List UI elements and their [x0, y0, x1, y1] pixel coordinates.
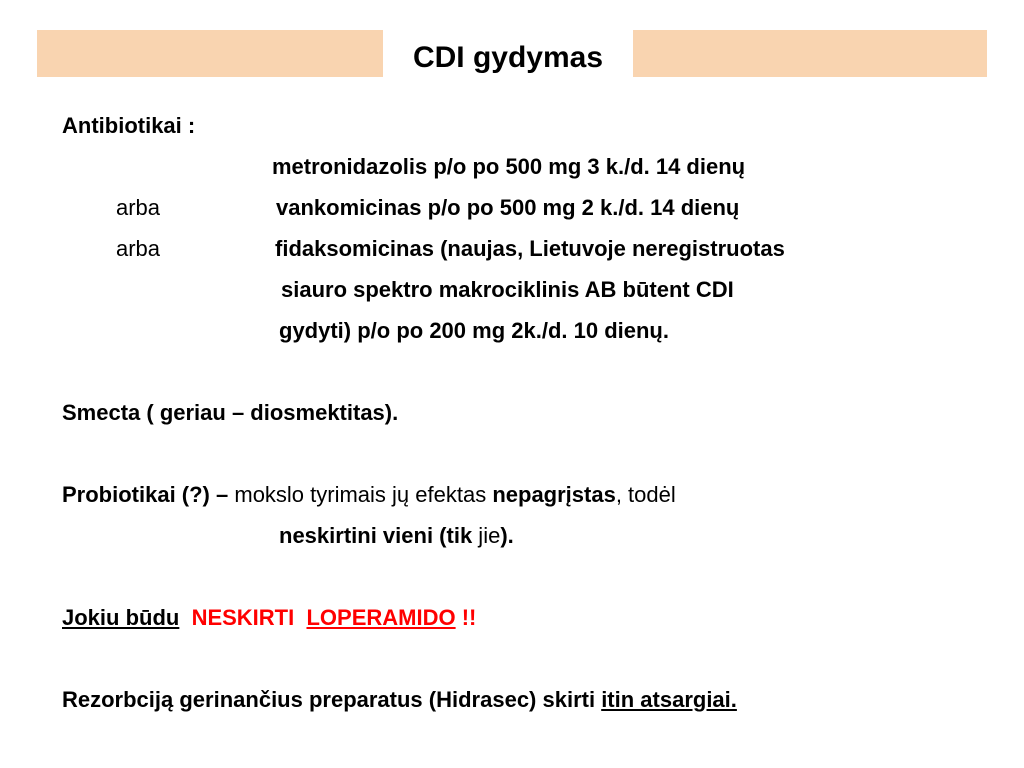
probiotics-line2-bold: neskirtini vieni (: [279, 523, 447, 548]
warning-loperamide: LOPERAMIDO: [306, 605, 456, 630]
resorption-caution: itin atsargiai.: [601, 687, 737, 712]
slide-title: CDI gydymas: [412, 41, 604, 74]
antibiotics-heading: Antibiotikai :: [62, 113, 196, 138]
probiotics-label: Probiotikai (?) –: [62, 482, 229, 507]
probiotics-line2-they: jie: [472, 523, 501, 548]
warning-exclaim: !!: [461, 605, 477, 630]
warning-do-not-prescribe: NESKIRTI: [191, 605, 295, 630]
or-label-2: arba: [116, 236, 161, 261]
probiotics-bold-unfounded: nepagrįstas: [492, 482, 616, 507]
antibiotic-option-3-line-1: fidaksomicinas (naujas, Lietuvoje neregistruotas: [275, 236, 785, 261]
resorption-line: [62, 686, 737, 714]
antibiotic-option-3-line-2: siauro spektro makrociklinis AB būtent CDI: [281, 277, 734, 302]
probiotics-text-2: , todėl: [615, 482, 676, 507]
probiotics-line-1: [62, 481, 676, 509]
probiotics-text-1: mokslo tyrimais jų efektas: [228, 482, 493, 507]
antibiotic-option-2: vankomicinas p/o po 500 mg 2 k./d. 14 dienų: [276, 195, 740, 220]
title-decor-right: [633, 30, 987, 77]
warning-no-way: Jokiu būdu: [62, 605, 180, 630]
antibiotic-option-1: metronidazolis p/o po 500 mg 3 k./d. 14 dienų: [272, 154, 746, 179]
smecta-line: Smecta ( geriau – diosmektitas).: [62, 400, 399, 425]
resorption-text: Rezorbciją gerinančius preparatus (Hidrasec) skirti: [62, 687, 602, 712]
probiotics-line2-end: ).: [500, 523, 514, 548]
antibiotic-option-3-line-3: gydyti) p/o po 200 mg 2k./d. 10 dienų.: [279, 318, 669, 343]
or-label-1: arba: [116, 195, 161, 220]
warning-line: [62, 604, 476, 632]
probiotics-line2-only: tik: [446, 523, 473, 548]
title-decor-left: [37, 30, 383, 77]
probiotics-line-2: [279, 522, 514, 550]
